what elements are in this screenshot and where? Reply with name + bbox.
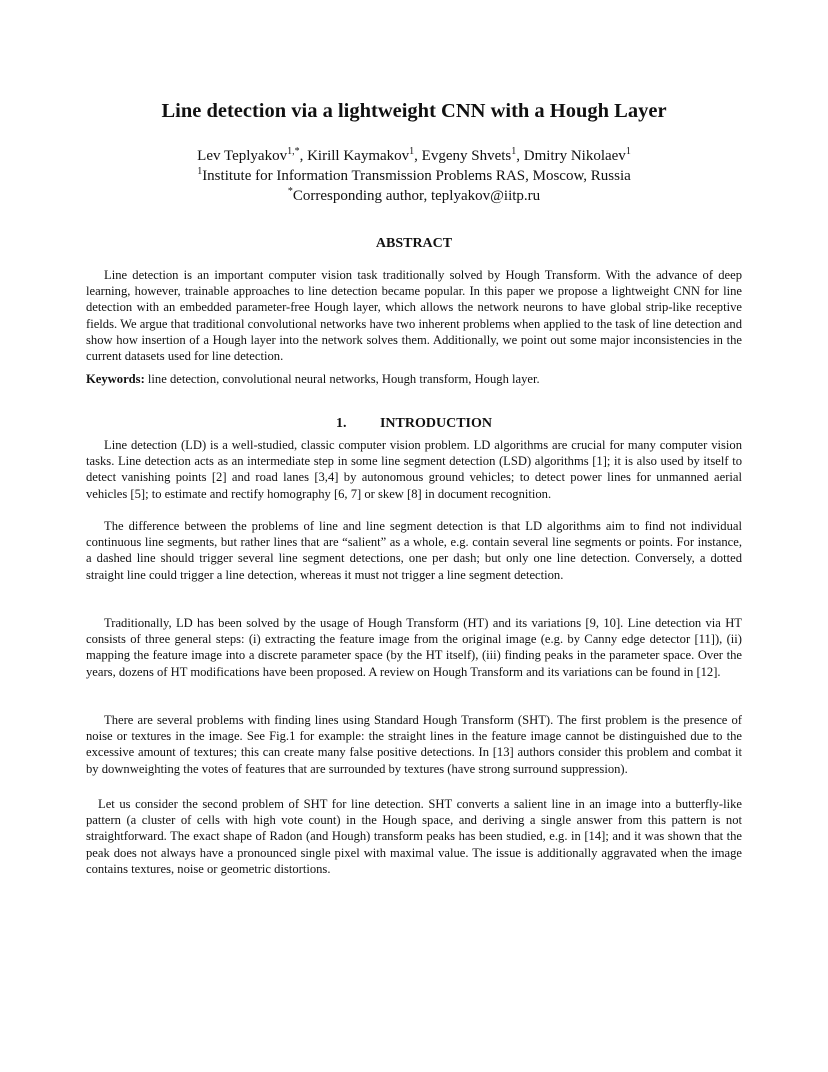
author-name: Dmitry Nikolaev <box>523 148 626 164</box>
author-superscript: 1 <box>511 146 517 157</box>
section-number: 1. <box>335 416 347 431</box>
paper-title: Line detection via a lightweight CNN with a Hough Layer <box>161 100 667 122</box>
corresponding-superscript: * <box>287 186 293 197</box>
affiliation-superscript: 1 <box>197 166 203 177</box>
author-separator: , <box>414 148 422 164</box>
body-paragraph: There are several problems with finding lines using Standard Hough Transform (SHT). The first problem is the presence of noise or textures in the image. See Fig.1 for example: the straight lines in the feature image cannot be distinguished due to the excessive amount of textures; this can create many false positive detections. In [13] authors consider this problem and combat it by downweighting the votes of features that are surrounded by textures (have strong surround suppression). <box>86 713 742 776</box>
author-separator: , <box>299 148 308 164</box>
keywords-label: Keywords: <box>86 372 145 386</box>
author-name: Lev Teplyakov <box>197 148 288 164</box>
abstract-heading: ABSTRACT <box>375 236 453 251</box>
body-paragraph: The difference between the problems of line and line segment detection is that LD algorithms aim to find not individual continuous line segments, but rather lines that are “salient” as a whole, e.g. contain several line segments or points. For instance, a dashed line should trigger several line segment detections, one per dash; but only one line detection. Conversely, a dotted straight line could trigger a line detection, whereas it must not trigger a line segment detection. <box>86 519 742 582</box>
author-block <box>60 146 768 206</box>
author-superscript: 1 <box>625 146 631 157</box>
affiliation <box>60 166 768 186</box>
affiliation-text: Institute for Information Transmission Problems RAS, Moscow, Russia <box>202 168 631 184</box>
author-superscript: 1 <box>409 146 415 157</box>
author-name: Kirill Kaymakov <box>307 148 410 164</box>
body-paragraph: Let us consider the second problem of SHT for line detection. SHT converts a salient line in an image into a butterfly-like pattern (a cluster of cells with high vote count) in the Hough space, and deriving a single answer from this pattern is not straightforward. The exact shape of Radon (and Hough) transform peaks has been studied, e.g. in [14]; and it was shown that the peak does not always have a pronounced single pixel with maximal value. The issue is additionally aggravated when the image contains textures, noise or geometric distortions. <box>86 797 742 876</box>
section-heading <box>60 415 768 433</box>
keywords <box>86 371 742 387</box>
author-separator: , <box>516 148 524 164</box>
author-list <box>60 146 768 166</box>
body-paragraph: Line detection (LD) is a well-studied, classic computer vision problem. LD algorithms are crucial for many computer vision tasks. Line detection acts as an intermediate step in some line segment detection (LSD) algorithms [1]; it is also used by itself to detect vanishing points [2] and road lanes [3,4] by autonomous ground vehicles; to detect power lines for unmanned aerial vehicles [5]; to estimate and rectify homography [6, 7] or skew [8] in document recognition. <box>86 438 742 501</box>
author-superscript: 1,* <box>287 146 300 157</box>
section-title: INTRODUCTION <box>379 416 492 431</box>
corresponding-text: Corresponding author, teplyakov@iitp.ru <box>292 188 541 204</box>
keywords-text: line detection, convolutional neural networks, Hough transform, Hough layer. <box>147 372 540 386</box>
corresponding-author <box>60 186 768 206</box>
body-paragraph: Traditionally, LD has been solved by the usage of Hough Transform (HT) and its variations [9, 10]. Line detection via HT consists of three general steps: (i) extracting the feature image from the original image (e.g. by Canny edge detector [11]), (ii) mapping the feature image into a discrete parameter space (by the HT itself), (iii) finding peaks in the parameter space. Over the years, dozens of HT modifications have been proposed. A review on Hough Transform and its variations can be found in [12]. <box>86 616 742 679</box>
abstract-text: Line detection is an important computer vision task traditionally solved by Hough Transform. With the advance of deep learning, however, trainable approaches to line detection became popular. In this paper we propose a lightweight CNN for line detection with an embedded parameter-free Hough layer, which allows the network neurons to have global strip-like receptive fields. We argue that traditional convolutional networks have two inherent problems when applied to the task of line detection and show how insertion of a Hough layer into the network solves them. Additionally, we point out some major inconsistencies in the current datasets used for line detection. <box>86 268 742 364</box>
author-name: Evgeny Shvets <box>421 148 512 164</box>
